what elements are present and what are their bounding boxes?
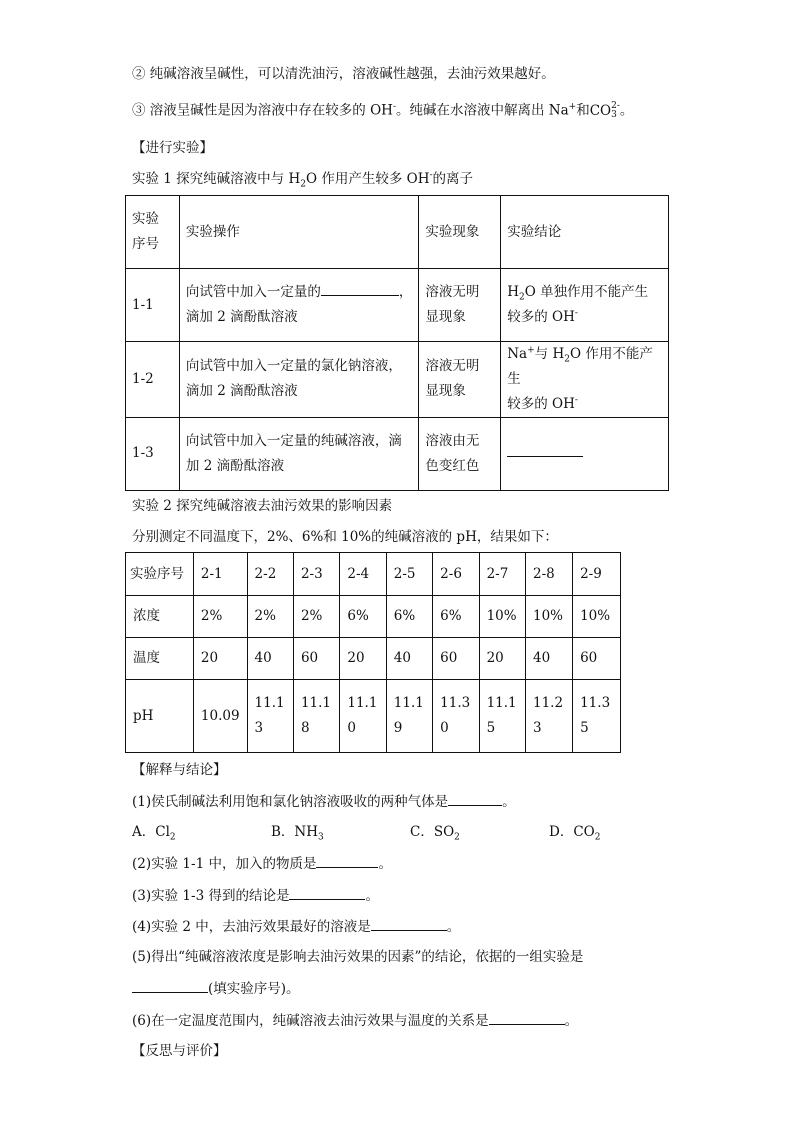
option-c[interactable]: C．$SO_2$: [410, 824, 460, 843]
answer-blank-q6[interactable]: [489, 1012, 565, 1025]
exp2-table: [125, 552, 621, 753]
section-experiment: 【进行实验】: [132, 140, 213, 156]
answer-blank-q2[interactable]: [316, 855, 378, 868]
option-b[interactable]: B．$NH_3$: [271, 824, 324, 843]
section-reflection: 【反思与评价】: [132, 1043, 227, 1059]
exp2-row-ph: pH 10.09 11.1 3 11.1 8 11.1 0 11.1 9 11.3 0 11.1 5 11.2 3 11.3 5: [126, 680, 621, 753]
question-2: (2)实验 1-1 中，加入的物质是 。: [132, 856, 392, 872]
exp1-header-op: 实验操作: [179, 196, 419, 269]
exp1-row-1-2: 1-2 向试管中加入一定量的氯化钠溶液， 滴加 2 滴酚酞溶液 溶液无明 显现象 Na+与 $H_2O$ 作用不能产生 较多的 OH-: [126, 342, 669, 418]
answer-blank-1-3[interactable]: [507, 444, 583, 457]
exp1-header-concl: 实验结论: [501, 196, 669, 269]
exp1-header-phen: 实验现象: [419, 196, 501, 269]
question-6: (6)在一定温度范围内，纯碱溶液去油污效果与温度的关系是 。: [132, 1013, 579, 1029]
answer-blank-q1[interactable]: [448, 793, 502, 806]
question-5: (5)得出“纯碱溶液浓度是影响去油污效果的因素”的结论，依据的一组实验是: [132, 949, 584, 965]
exp2-title: 实验 2 探究纯碱溶液去油污效果的影响因素: [132, 498, 393, 514]
answer-blank-q5[interactable]: [132, 980, 208, 993]
carbonate-ion: CO 2- 3: [589, 101, 620, 120]
answer-blank-1-1[interactable]: [321, 283, 399, 296]
exp2-row-conc: 浓度 2% 2% 2% 6% 6% 6% 10% 10% 10%: [126, 596, 621, 638]
exp1-header-no: 实验 序号: [126, 196, 180, 269]
exp1-header-row: [126, 196, 669, 269]
exp2-row-temp: 温度 20 40 60 20 40 60 20 40 60: [126, 638, 621, 680]
exp2-row-ids: 实验序号 2-1 2-2 2-3 2-4 2-5 2-6 2-7 2-8 2-9: [126, 553, 621, 596]
exp1-row-1-3: 1-3 向试管中加入一定量的纯碱溶液，滴 加 2 滴酚酞溶液 溶液由无 色变红色: [126, 417, 669, 490]
intro-item-2: ② 纯碱溶液呈碱性，可以清洗油污，溶液碱性越强，去油污效果越好。: [132, 66, 555, 82]
option-a[interactable]: A．$Cl_2$: [132, 824, 176, 843]
question-3: (3)实验 1-3 得到的结论是 。: [132, 888, 379, 904]
intro-item-3: ③ 溶液呈碱性是因为溶液中存在较多的 OH-。纯碱在水溶液中解离出 Na+和CO 2- 3 。: [132, 101, 634, 120]
answer-blank-q4[interactable]: [371, 918, 447, 931]
question-4: (4)实验 2 中，去油污效果最好的溶液是 。: [132, 919, 461, 935]
exp1-title: 实验 1 探究纯碱溶液中与 $H_2O$ 作用产生较多 OH-的离子: [132, 170, 474, 190]
option-d[interactable]: D．$CO_2$: [549, 824, 601, 843]
question-5-continued: (填实验序号)。: [132, 980, 300, 997]
exp1-row-1-1: 1-1 向试管中加入一定量的 ， 滴加 2 滴酚酞溶液 溶液无明 显现象 $H_2O$ 单独作用不能产生 较多的 OH-: [126, 269, 669, 342]
exp1-table: [125, 195, 669, 491]
question-1: (1)侯氏制碱法利用饱和氯化钠溶液吸收的两种气体是 。: [132, 794, 516, 810]
section-conclusion: 【解释与结论】: [132, 762, 227, 778]
answer-blank-q3[interactable]: [289, 887, 365, 900]
exp2-desc: 分别测定不同温度下，2%、6%和 10%的纯碱溶液的 pH，结果如下：: [132, 529, 558, 545]
